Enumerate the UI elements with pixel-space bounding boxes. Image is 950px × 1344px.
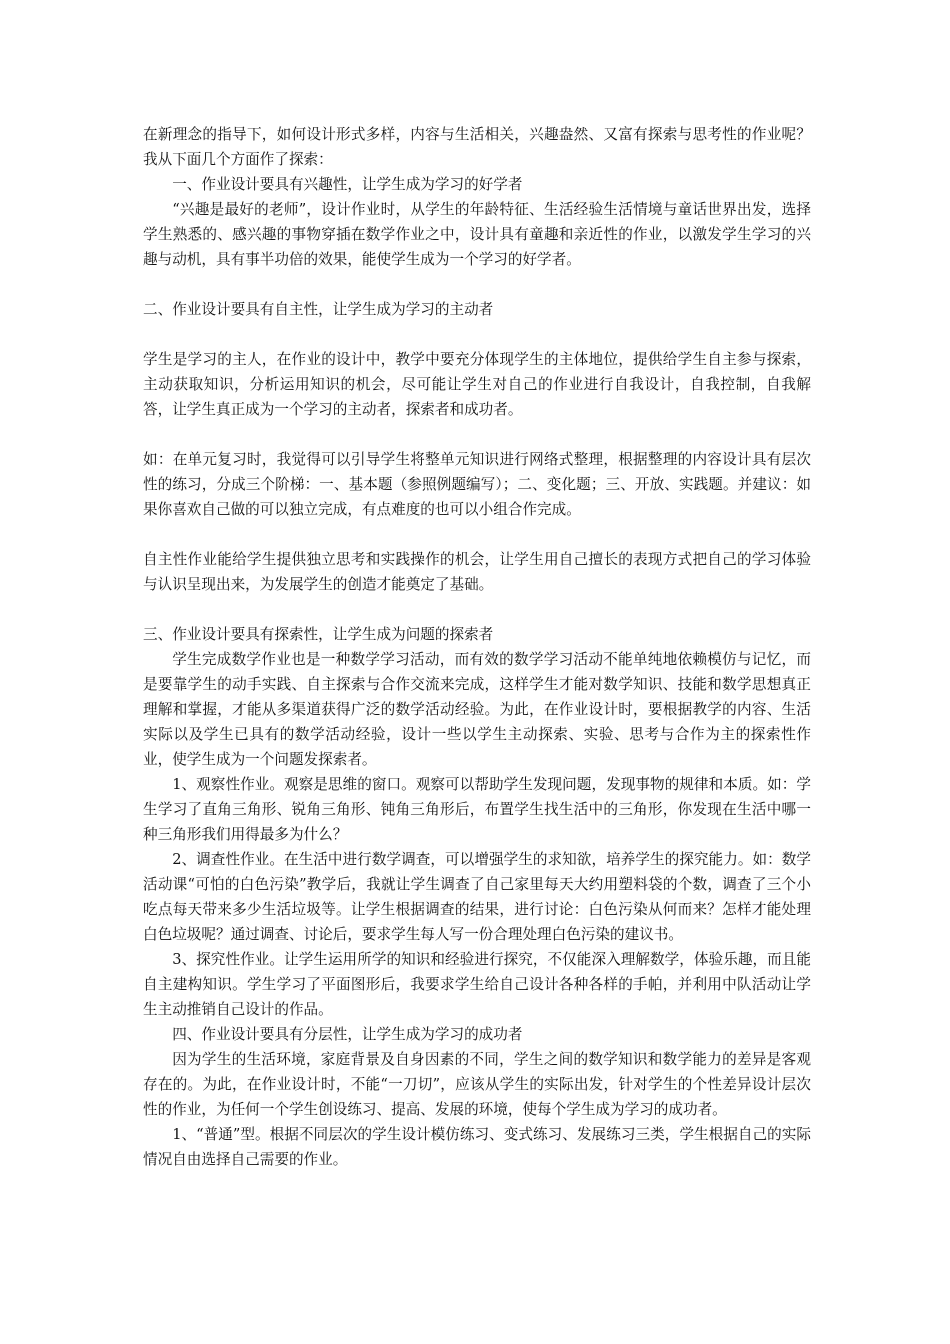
section-heading-4: 四、作业设计要具有分层性，让学生成为学习的成功者 [172, 1026, 523, 1043]
section-heading-1: 一、作业设计要具有兴趣性，让学生成为学习的好学者 [172, 176, 523, 193]
paragraph-autonomy-summary: 自主性作业能给学生提供独立思考和实践操作的机会，让学生用自己擅长的表现方式把自己的学习体验与认识呈现出来，为发展学生的创造才能奠定了基础。 [143, 551, 811, 593]
paragraph-layering: 因为学生的生活环境，家庭背景及自身因素的不同，学生之间的数学知识和数学能力的差异是客观存在的。为此，在作业设计时，不能“一刀切”，应该从学生的实际出发，针对学生的个性差异设计层次性的作业，为任何一个学生创设练习、提高、发展的环境，使每个学生成为学习的成功者。 [143, 1051, 811, 1118]
paragraph-inquiry: 3、探究性作业。让学生运用所学的知识和经验进行探究，不仅能深入理解数学，体验乐趣，而且能自主建构知识。学生学习了平面图形后，我要求学生给自己设计各种各样的手帕，并利用中队活动让学生主动推销自己设计的作品。 [143, 951, 811, 1018]
intro-paragraph: 在新理念的指导下，如何设计形式多样，内容与生活相关，兴趣盎然、又富有探索与思考性的作业呢？我从下面几个方面作了探索： [143, 126, 811, 168]
paragraph-example: 如：在单元复习时，我觉得可以引导学生将整单元知识进行网络式整理，根据整理的内容设计具有层次性的练习，分成三个阶梯：一、基本题（参照例题编写）；二、变化题；三、开放、实践题。并建议：如果你喜欢自己做的可以独立完成，有点难度的也可以小组合作完成。 [143, 451, 811, 518]
document-body [143, 122, 811, 1172]
paragraph-observation: 1、观察性作业。观察是思维的窗口。观察可以帮助学生发现问题，发现事物的规律和本质。如：学生学习了直角三角形、锐角三角形、钝角三角形后，布置学生找生活中的三角形，你发现在生活中哪一种三角形我们用得最多为什么？ [143, 776, 811, 843]
paragraph-exploration: 学生完成数学作业也是一种数学学习活动，而有效的数学学习活动不能单纯地依赖模仿与记忆，而是要靠学生的动手实践、自主探索与合作交流来完成，这样学生才能对数学知识、技能和数学思想真正理解和掌握，才能从多渠道获得广泛的数学活动经验。为此，在作业设计时，要根据教学的内容、生活实际以及学生已具有的数学活动经验，设计一些以学生主动探索、实验、思考与合作为主的探索性作业，使学生成为一个问题发探索者。 [143, 651, 811, 768]
section-heading-3: 三、作业设计要具有探索性，让学生成为问题的探索者 [143, 626, 494, 643]
paragraph-interest: “兴趣是最好的老师”，设计作业时，从学生的年龄特征、生活经验生活情境与童话世界出发，选择学生熟悉的、感兴趣的事物穿插在数学作业之中，设计具有童趣和亲近性的作业，以激发学生学习的兴趣与动机，具有事半功倍的效果，能使学生成为一个学习的好学者。 [143, 201, 811, 268]
paragraph-survey: 2、调查性作业。在生活中进行数学调查，可以增强学生的求知欲，培养学生的探究能力。如：数学活动课“可怕的白色污染”教学后，我就让学生调查了自己家里每天大约用塑料袋的个数，调查了三个小吃点每天带来多少生活垃圾等。让学生根据调查的结果，进行讨论：白色污染从何而来？怎样才能处理白色垃圾呢？通过调查、讨论后，要求学生每人写一份合理处理白色污染的建议书。 [143, 851, 811, 943]
paragraph-ordinary-type: 1、“普通”型。根据不同层次的学生设计模仿练习、变式练习、发展练习三类，学生根据自己的实际情况自由选择自己需要的作业。 [143, 1126, 811, 1168]
section-heading-2: 二、作业设计要具有自主性，让学生成为学习的主动者 [143, 301, 494, 318]
paragraph-autonomy: 学生是学习的主人，在作业的设计中，教学中要充分体现学生的主体地位，提供给学生自主参与探索，主动获取知识，分析运用知识的机会，尽可能让学生对自己的作业进行自我设计，自我控制，自我解答，让学生真正成为一个学习的主动者，探索者和成功者。 [143, 351, 811, 418]
